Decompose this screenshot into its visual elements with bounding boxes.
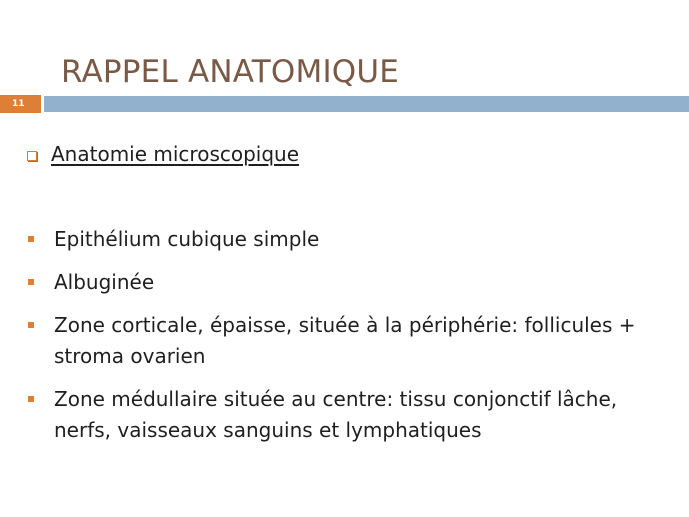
list-item: [28, 384, 668, 446]
bullet-text: Albuginée: [54, 270, 155, 294]
bullet-text: Zone médullaire située au centre: tissu conjonctif lâche, nerfs, vaisseaux sanguins et lymphatiques: [54, 387, 618, 442]
subheading-text: Anatomie microscopique: [51, 142, 300, 166]
square-bullet-icon: [28, 236, 34, 242]
square-bullet-icon: [28, 279, 34, 285]
bullet-list: [28, 224, 668, 458]
title-underline-bar: [44, 96, 689, 112]
bullet-text: Epithélium cubique simple: [54, 227, 320, 251]
list-item: [28, 310, 668, 372]
bullet-text: Zone corticale, épaisse, située à la périphérie: follicules + stroma ovarien: [54, 313, 636, 368]
checkbox-bullet-icon: [27, 151, 37, 161]
subheading: [27, 142, 299, 166]
list-item: [28, 267, 668, 298]
page-number-badge: 11: [0, 95, 41, 113]
square-bullet-icon: [28, 396, 34, 402]
slide-title: RAPPEL ANATOMIQUE: [61, 54, 400, 90]
square-bullet-icon: [28, 322, 34, 328]
list-item: [28, 224, 668, 255]
